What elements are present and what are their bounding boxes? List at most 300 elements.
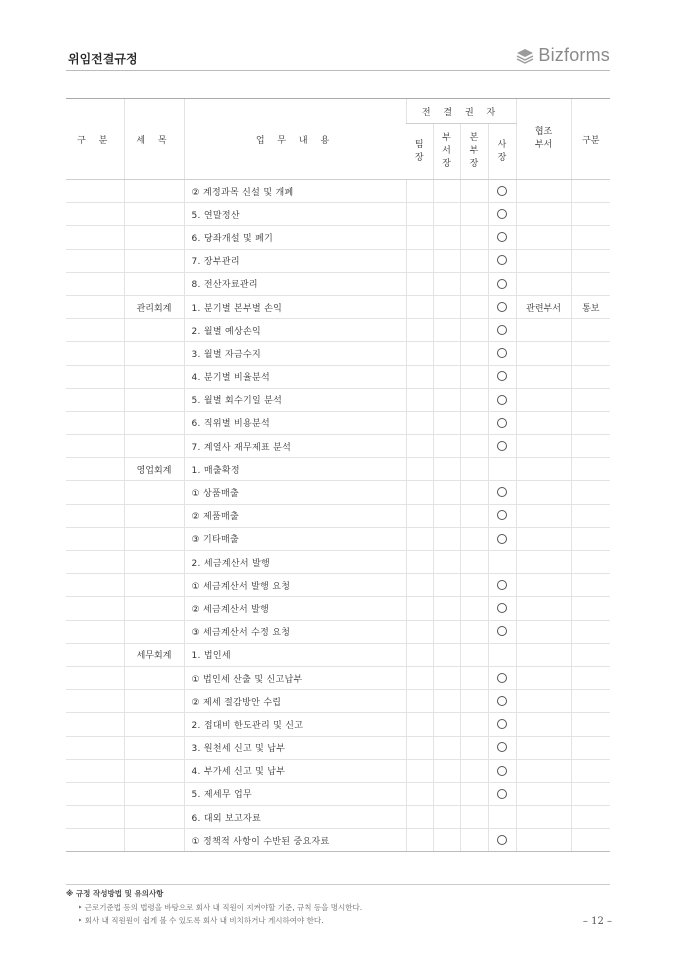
coop-dept-cell: [516, 435, 571, 458]
task-cell: ① 상품매출: [184, 481, 406, 504]
subcategory-cell: [124, 690, 184, 713]
table-row: [66, 342, 610, 365]
category-cell: [66, 806, 124, 829]
coop-dept-cell: [516, 481, 571, 504]
table-row: [66, 481, 610, 504]
president-cell: [488, 295, 516, 318]
task-cell: 1. 분기별 본부별 손익: [184, 295, 406, 318]
subcategory-cell: [124, 226, 184, 249]
coop-dept-cell: [516, 666, 571, 689]
coop-dept-cell: [516, 272, 571, 295]
category-cell: [66, 365, 124, 388]
dept-head-cell: [433, 759, 460, 782]
team-lead-cell: [406, 342, 433, 365]
kind-cell: [571, 226, 610, 249]
table-row: [66, 829, 610, 852]
task-cell: ① 정책적 사항이 수반된 중요자료: [184, 829, 406, 852]
dept-head-cell: [433, 736, 460, 759]
division-head-cell: [460, 690, 488, 713]
subcategory-cell: [124, 435, 184, 458]
dept-head-cell: [433, 666, 460, 689]
president-cell: [488, 504, 516, 527]
president-cell: [488, 806, 516, 829]
task-cell: 4. 분기별 비율분석: [184, 365, 406, 388]
kind-cell: [571, 782, 610, 805]
task-cell: 4. 부가세 신고 및 납부: [184, 759, 406, 782]
table-row: [66, 666, 610, 689]
approval-mark-icon: [497, 766, 507, 776]
dept-head-cell: [433, 435, 460, 458]
table-row: [66, 180, 610, 203]
subcategory-cell: [124, 574, 184, 597]
dept-head-cell: [433, 249, 460, 272]
president-cell: [488, 180, 516, 203]
subcategory-cell: [124, 504, 184, 527]
approval-mark-icon: [497, 371, 507, 381]
team-lead-cell: [406, 527, 433, 550]
coop-dept-cell: [516, 249, 571, 272]
team-lead-cell: [406, 574, 433, 597]
category-cell: [66, 666, 124, 689]
table-row: [66, 319, 610, 342]
table-row: [66, 713, 610, 736]
approval-mark-icon: [497, 279, 507, 289]
team-lead-cell: [406, 666, 433, 689]
coop-dept-cell: 관련부서: [516, 295, 571, 318]
approval-mark-icon: [497, 673, 507, 683]
kind-cell: [571, 829, 610, 852]
kind-cell: [571, 458, 610, 481]
category-cell: [66, 759, 124, 782]
table-row: [66, 643, 610, 666]
kind-cell: [571, 527, 610, 550]
task-cell: ① 세금계산서 발행 요청: [184, 574, 406, 597]
team-lead-cell: [406, 203, 433, 226]
page-number: – 12 –: [582, 916, 612, 927]
header-coop-dept: 협조부서: [516, 99, 571, 180]
task-cell: 6. 당좌개설 및 폐기: [184, 226, 406, 249]
category-cell: [66, 713, 124, 736]
task-cell: ② 계정과목 신설 및 개폐: [184, 180, 406, 203]
subcategory-cell: 세무회계: [124, 643, 184, 666]
president-cell: [488, 551, 516, 574]
dept-head-cell: [433, 782, 460, 805]
subcategory-cell: [124, 365, 184, 388]
coop-dept-cell: [516, 620, 571, 643]
category-cell: [66, 319, 124, 342]
division-head-cell: [460, 829, 488, 852]
approval-mark-icon: [497, 534, 507, 544]
division-head-cell: [460, 782, 488, 805]
kind-cell: [571, 551, 610, 574]
header-team-lead: 팀장: [406, 124, 433, 180]
category-cell: [66, 551, 124, 574]
dept-head-cell: [433, 829, 460, 852]
approval-mark-icon: [497, 395, 507, 405]
team-lead-cell: [406, 435, 433, 458]
kind-cell: [571, 736, 610, 759]
approval-mark-icon: [497, 603, 507, 613]
kind-cell: [571, 388, 610, 411]
footnote-title: ※ 규정 작성방법 및 유의사항: [66, 889, 164, 898]
dept-head-cell: [433, 551, 460, 574]
subcategory-cell: [124, 411, 184, 434]
president-cell: [488, 782, 516, 805]
subcategory-cell: [124, 180, 184, 203]
category-cell: [66, 574, 124, 597]
team-lead-cell: [406, 319, 433, 342]
subcategory-cell: [124, 666, 184, 689]
category-cell: [66, 342, 124, 365]
division-head-cell: [460, 180, 488, 203]
category-cell: [66, 249, 124, 272]
dept-head-cell: [433, 180, 460, 203]
kind-cell: 통보: [571, 295, 610, 318]
table-row: [66, 551, 610, 574]
coop-dept-cell: [516, 527, 571, 550]
team-lead-cell: [406, 180, 433, 203]
subcategory-cell: [124, 551, 184, 574]
dept-head-cell: [433, 458, 460, 481]
kind-cell: [571, 574, 610, 597]
division-head-cell: [460, 458, 488, 481]
dept-head-cell: [433, 713, 460, 736]
team-lead-cell: [406, 643, 433, 666]
footnote-item: ‣ 근로기준법 등의 법령을 바탕으로 회사 내 직원이 지켜야할 기준, 규칙 등을 명시한다.: [78, 903, 363, 912]
table-row: [66, 295, 610, 318]
task-cell: ② 제품매출: [184, 504, 406, 527]
header-division-head: 본부장: [460, 124, 488, 180]
division-head-cell: [460, 504, 488, 527]
table-row: [66, 806, 610, 829]
division-head-cell: [460, 806, 488, 829]
president-cell: [488, 713, 516, 736]
coop-dept-cell: [516, 226, 571, 249]
category-cell: [66, 481, 124, 504]
coop-dept-cell: [516, 782, 571, 805]
president-cell: [488, 249, 516, 272]
table-row: [66, 411, 610, 434]
kind-cell: [571, 319, 610, 342]
kind-cell: [571, 643, 610, 666]
kind-cell: [571, 272, 610, 295]
kind-cell: [571, 435, 610, 458]
division-head-cell: [460, 481, 488, 504]
kind-cell: [571, 203, 610, 226]
subcategory-cell: [124, 527, 184, 550]
kind-cell: [571, 666, 610, 689]
team-lead-cell: [406, 690, 433, 713]
task-cell: 2. 접대비 한도관리 및 신고: [184, 713, 406, 736]
coop-dept-cell: [516, 597, 571, 620]
task-cell: 1. 법인세: [184, 643, 406, 666]
table-row: [66, 690, 610, 713]
table-row: [66, 203, 610, 226]
header-category: 구 분: [66, 99, 124, 180]
category-cell: [66, 527, 124, 550]
task-cell: 7. 장부관리: [184, 249, 406, 272]
approval-mark-icon: [497, 789, 507, 799]
subcategory-cell: [124, 736, 184, 759]
coop-dept-cell: [516, 365, 571, 388]
dept-head-cell: [433, 411, 460, 434]
dept-head-cell: [433, 272, 460, 295]
president-cell: [488, 690, 516, 713]
team-lead-cell: [406, 713, 433, 736]
kind-cell: [571, 759, 610, 782]
team-lead-cell: [406, 458, 433, 481]
approval-mark-icon: [497, 325, 507, 335]
subcategory-cell: [124, 342, 184, 365]
title-divider: [66, 70, 610, 71]
team-lead-cell: [406, 295, 433, 318]
kind-cell: [571, 481, 610, 504]
dept-head-cell: [433, 295, 460, 318]
team-lead-cell: [406, 829, 433, 852]
coop-dept-cell: [516, 203, 571, 226]
kind-cell: [571, 620, 610, 643]
dept-head-cell: [433, 643, 460, 666]
approval-mark-icon: [497, 348, 507, 358]
subcategory-cell: [124, 620, 184, 643]
approval-mark-icon: [497, 580, 507, 590]
brand-name: Bizforms: [538, 45, 610, 65]
division-head-cell: [460, 643, 488, 666]
division-head-cell: [460, 666, 488, 689]
stacked-layers-logo-icon: [516, 48, 534, 64]
subcategory-cell: [124, 249, 184, 272]
approval-mark-icon: [497, 302, 507, 312]
category-cell: [66, 458, 124, 481]
footnote-item: ‣ 회사 내 직원원이 쉽게 볼 수 있도록 회사 내 비치하거나 게시하여야 한다.: [78, 916, 324, 925]
division-head-cell: [460, 551, 488, 574]
subcategory-cell: [124, 272, 184, 295]
division-head-cell: [460, 342, 488, 365]
delegation-table: [66, 98, 610, 852]
team-lead-cell: [406, 597, 433, 620]
coop-dept-cell: [516, 643, 571, 666]
coop-dept-cell: [516, 180, 571, 203]
category-cell: [66, 180, 124, 203]
approval-mark-icon: [497, 719, 507, 729]
division-head-cell: [460, 597, 488, 620]
table-row: [66, 759, 610, 782]
header-task: 업 무 내 용: [184, 99, 406, 180]
approval-mark-icon: [497, 255, 507, 265]
category-cell: [66, 435, 124, 458]
subcategory-cell: [124, 388, 184, 411]
category-cell: [66, 829, 124, 852]
team-lead-cell: [406, 759, 433, 782]
category-cell: [66, 782, 124, 805]
subcategory-cell: [124, 319, 184, 342]
table-row: [66, 504, 610, 527]
dept-head-cell: [433, 620, 460, 643]
table-row: [66, 736, 610, 759]
category-cell: [66, 226, 124, 249]
approval-mark-icon: [497, 742, 507, 752]
division-head-cell: [460, 759, 488, 782]
president-cell: [488, 272, 516, 295]
president-cell: [488, 458, 516, 481]
dept-head-cell: [433, 481, 460, 504]
category-cell: [66, 620, 124, 643]
president-cell: [488, 829, 516, 852]
subcategory-cell: 영업회계: [124, 458, 184, 481]
subcategory-cell: [124, 713, 184, 736]
president-cell: [488, 620, 516, 643]
president-cell: [488, 759, 516, 782]
dept-head-cell: [433, 388, 460, 411]
division-head-cell: [460, 736, 488, 759]
header-dept-head: 부서장: [433, 124, 460, 180]
category-cell: [66, 736, 124, 759]
dept-head-cell: [433, 504, 460, 527]
division-head-cell: [460, 713, 488, 736]
table-row: [66, 272, 610, 295]
category-cell: [66, 272, 124, 295]
team-lead-cell: [406, 249, 433, 272]
footnote: [66, 884, 610, 928]
header-authority-group: 전 결 권 자: [406, 99, 516, 124]
kind-cell: [571, 690, 610, 713]
division-head-cell: [460, 365, 488, 388]
dept-head-cell: [433, 226, 460, 249]
coop-dept-cell: [516, 759, 571, 782]
president-cell: [488, 411, 516, 434]
approval-mark-icon: [497, 186, 507, 196]
president-cell: [488, 481, 516, 504]
kind-cell: [571, 365, 610, 388]
category-cell: [66, 295, 124, 318]
task-cell: 3. 원천세 신고 및 납부: [184, 736, 406, 759]
approval-mark-icon: [497, 626, 507, 636]
subcategory-cell: [124, 481, 184, 504]
president-cell: [488, 574, 516, 597]
dept-head-cell: [433, 597, 460, 620]
kind-cell: [571, 342, 610, 365]
table-row: [66, 458, 610, 481]
president-cell: [488, 435, 516, 458]
coop-dept-cell: [516, 736, 571, 759]
coop-dept-cell: [516, 319, 571, 342]
president-cell: [488, 597, 516, 620]
coop-dept-cell: [516, 388, 571, 411]
division-head-cell: [460, 295, 488, 318]
team-lead-cell: [406, 736, 433, 759]
team-lead-cell: [406, 551, 433, 574]
approval-mark-icon: [497, 418, 507, 428]
president-cell: [488, 342, 516, 365]
division-head-cell: [460, 226, 488, 249]
subcategory-cell: [124, 203, 184, 226]
president-cell: [488, 365, 516, 388]
coop-dept-cell: [516, 458, 571, 481]
category-cell: [66, 597, 124, 620]
coop-dept-cell: [516, 504, 571, 527]
dept-head-cell: [433, 527, 460, 550]
dept-head-cell: [433, 690, 460, 713]
coop-dept-cell: [516, 342, 571, 365]
table-row: [66, 620, 610, 643]
category-cell: [66, 388, 124, 411]
approval-mark-icon: [497, 232, 507, 242]
president-cell: [488, 226, 516, 249]
division-head-cell: [460, 620, 488, 643]
table-row: [66, 574, 610, 597]
president-cell: [488, 527, 516, 550]
task-cell: 5. 연말정산: [184, 203, 406, 226]
kind-cell: [571, 713, 610, 736]
brand-logo: [516, 45, 610, 66]
category-cell: [66, 504, 124, 527]
division-head-cell: [460, 527, 488, 550]
task-cell: 2. 세금계산서 발행: [184, 551, 406, 574]
task-cell: 7. 계열사 재무제표 분석: [184, 435, 406, 458]
category-cell: [66, 643, 124, 666]
approval-mark-icon: [497, 209, 507, 219]
category-cell: [66, 203, 124, 226]
subcategory-cell: [124, 759, 184, 782]
approval-mark-icon: [497, 487, 507, 497]
approval-mark-icon: [497, 510, 507, 520]
president-cell: [488, 666, 516, 689]
task-cell: 5. 월별 회수기일 분석: [184, 388, 406, 411]
subcategory-cell: [124, 597, 184, 620]
dept-head-cell: [433, 806, 460, 829]
division-head-cell: [460, 435, 488, 458]
kind-cell: [571, 597, 610, 620]
team-lead-cell: [406, 388, 433, 411]
subcategory-cell: [124, 829, 184, 852]
task-cell: ② 세금계산서 발행: [184, 597, 406, 620]
division-head-cell: [460, 388, 488, 411]
president-cell: [488, 203, 516, 226]
team-lead-cell: [406, 481, 433, 504]
subcategory-cell: [124, 782, 184, 805]
team-lead-cell: [406, 272, 433, 295]
team-lead-cell: [406, 504, 433, 527]
task-cell: 5. 제세무 업무: [184, 782, 406, 805]
kind-cell: [571, 504, 610, 527]
table-row: [66, 435, 610, 458]
document-title: 위임전결규정: [68, 52, 138, 66]
header-president: 사장: [488, 124, 516, 180]
table-row: [66, 249, 610, 272]
kind-cell: [571, 180, 610, 203]
coop-dept-cell: [516, 829, 571, 852]
table-row: [66, 388, 610, 411]
task-cell: 8. 전산자료관리: [184, 272, 406, 295]
dept-head-cell: [433, 342, 460, 365]
team-lead-cell: [406, 365, 433, 388]
division-head-cell: [460, 411, 488, 434]
division-head-cell: [460, 319, 488, 342]
president-cell: [488, 319, 516, 342]
team-lead-cell: [406, 411, 433, 434]
team-lead-cell: [406, 620, 433, 643]
dept-head-cell: [433, 203, 460, 226]
approval-mark-icon: [497, 696, 507, 706]
task-cell: 2. 월별 예상손익: [184, 319, 406, 342]
task-cell: ③ 세금계산서 수정 요청: [184, 620, 406, 643]
division-head-cell: [460, 249, 488, 272]
dept-head-cell: [433, 319, 460, 342]
task-cell: 3. 월별 자금수지: [184, 342, 406, 365]
task-cell: 6. 직위별 비용분석: [184, 411, 406, 434]
coop-dept-cell: [516, 551, 571, 574]
president-cell: [488, 643, 516, 666]
